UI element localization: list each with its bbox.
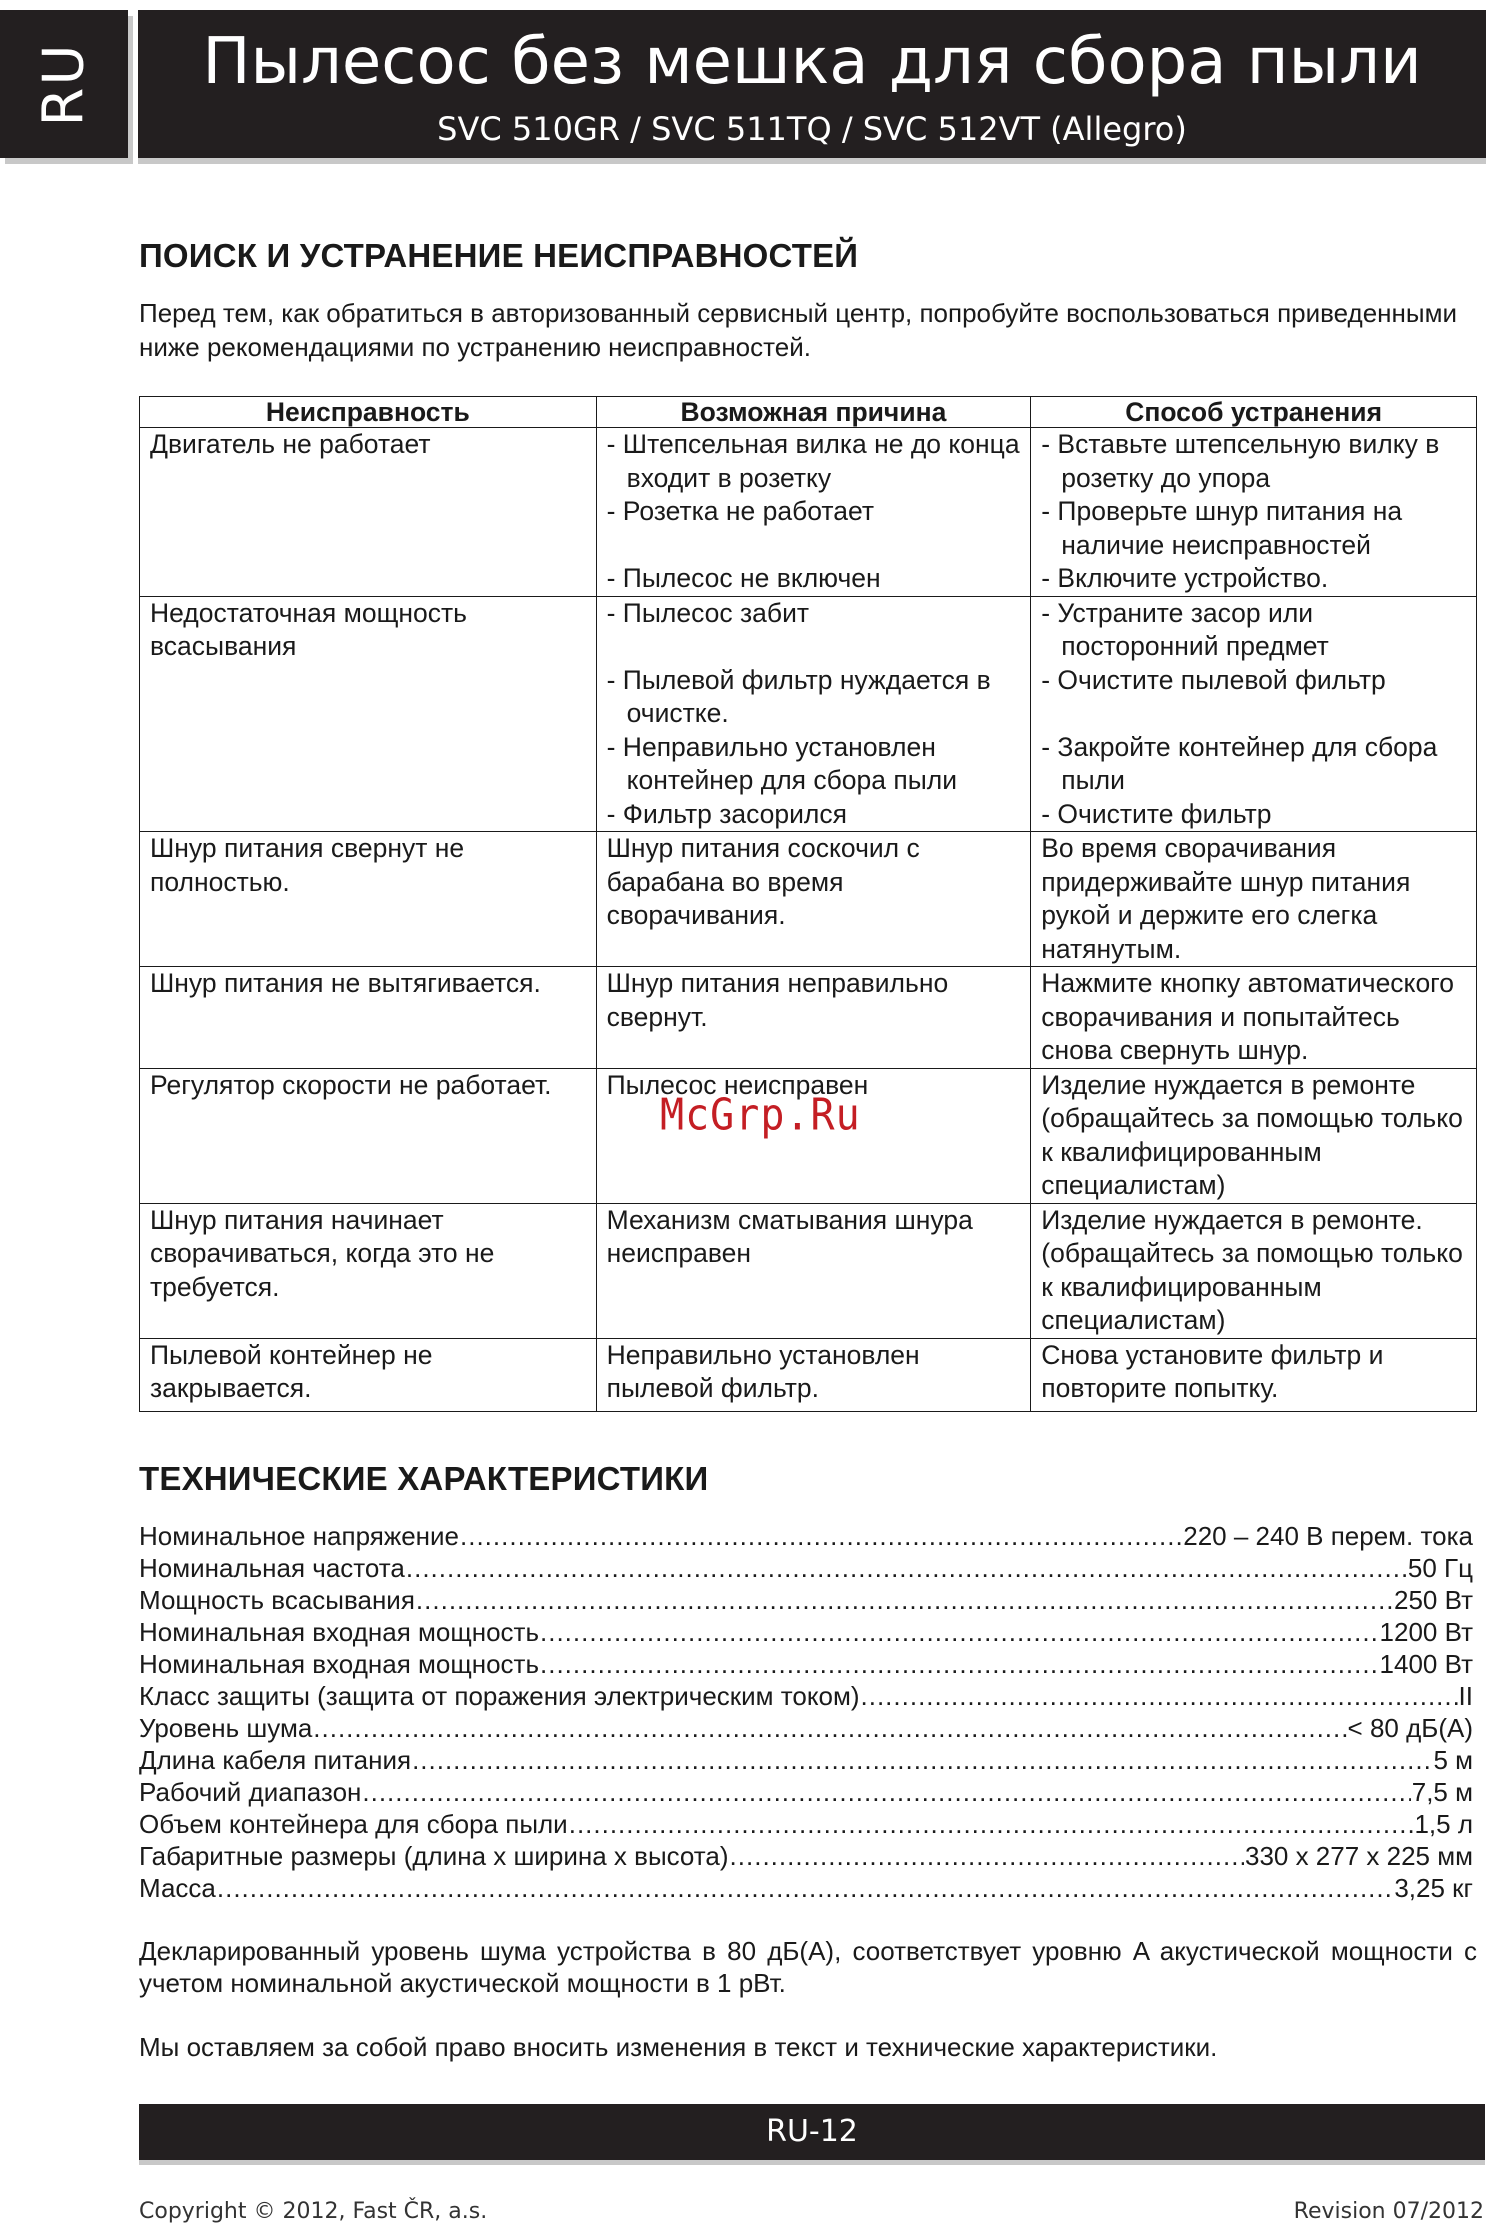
table-row	[140, 1338, 1477, 1411]
spec-value: 1200 Вт	[1379, 1617, 1473, 1647]
cause-line: - Неправильно установлен контейнер для сбора пыли	[606, 731, 958, 795]
remedy-cell: Во время сворачивания придерживайте шнур питания рукой и держите его слегка натянутым.	[1031, 832, 1477, 967]
spacer	[607, 529, 1021, 563]
revision-text: Revision 07/2012	[1293, 2199, 1484, 2224]
language-tab	[0, 10, 128, 158]
spec-row	[139, 1776, 1473, 1808]
dot-leader	[406, 1552, 1407, 1584]
copyright-text: Copyright © 2012, Fast ČR, a.s.	[139, 2199, 488, 2224]
spec-label: Номинальная входная мощность	[139, 1617, 539, 1647]
remedy-cell: Нажмите кнопку автоматического сворачивания и попытайтесь снова свернуть шнур.	[1031, 967, 1477, 1069]
problem-cell: Шнур питания не вытягивается.	[140, 967, 597, 1069]
dot-leader	[460, 1520, 1182, 1552]
cause-cell: Шнур питания неправильно свернут.	[596, 967, 1031, 1069]
rights-note: Мы оставляем за собой право вносить изменения в текст и технические характеристики.	[139, 2032, 1218, 2062]
spec-value: 250 Вт	[1394, 1585, 1473, 1615]
cause-line: - Пылевой фильтр нуждается в очистке.	[606, 664, 991, 728]
page-title: Пылесос без мешка для сбора пыли	[202, 25, 1422, 99]
problem-cell: Двигатель не работает	[140, 428, 597, 597]
model-subtitle: SVC 510GR / SVC 511TQ / SVC 512VT (Allegro)	[437, 110, 1187, 148]
spec-label: Масса	[139, 1873, 216, 1903]
spec-value: II	[1458, 1681, 1473, 1711]
remedy-cell: Снова установите фильтр и повторите попытку.	[1031, 1338, 1477, 1411]
spec-value: 220 – 240 В перем. тока	[1183, 1521, 1473, 1551]
cause-cell: Неправильно установлен пылевой фильтр.	[596, 1338, 1031, 1411]
spec-row	[139, 1584, 1473, 1616]
spec-row	[139, 1744, 1473, 1776]
spec-row	[139, 1872, 1473, 1904]
table-row	[140, 596, 1477, 832]
header-bar	[138, 10, 1486, 158]
table-header-row	[140, 397, 1477, 428]
spec-value: 1400 Вт	[1379, 1649, 1473, 1679]
cause-line: - Розетка не работает	[606, 496, 875, 526]
cause-line: - Штепсельная вилка не до конца входит в розетку	[606, 429, 1020, 493]
spec-row	[139, 1520, 1473, 1552]
spec-row	[139, 1648, 1473, 1680]
remedy-line: - Закройте контейнер для сбора пыли	[1041, 731, 1438, 795]
specs-list	[139, 1520, 1473, 1904]
page-number: RU-12	[766, 2114, 858, 2149]
problem-cell: Недостаточная мощность всасывания	[140, 596, 597, 832]
problem-cell: Пылевой контейнер не закрывается.	[140, 1338, 597, 1411]
spec-label: Рабочий диапазон	[139, 1777, 362, 1807]
column-header-problem: Неисправность	[140, 397, 597, 428]
table-row	[140, 1203, 1477, 1338]
spec-label: Уровень шума	[139, 1713, 313, 1743]
spec-label: Номинальная частота	[139, 1553, 405, 1583]
cause-cell: Шнур питания соскочил с барабана во время сворачивания.	[596, 832, 1031, 967]
remedy-line: - Очистите пылевой фильтр	[1041, 664, 1386, 695]
spec-label: Номинальная входная мощность	[139, 1649, 539, 1679]
spec-value: < 80 дБ(A)	[1347, 1713, 1473, 1743]
column-header-cause: Возможная причина	[596, 397, 1031, 428]
remedy-cell: Изделие нуждается в ремонте. (обращайтесь за помощью только к квалифицированным специалистам)	[1031, 1203, 1477, 1338]
remedy-line: - Устраните засор или посторонний предмет	[1041, 597, 1329, 661]
spec-row	[139, 1680, 1473, 1712]
spec-value: 5 м	[1433, 1745, 1473, 1775]
dot-leader	[540, 1648, 1379, 1680]
dot-leader	[412, 1744, 1432, 1776]
dot-leader	[362, 1776, 1410, 1808]
troubleshooting-table	[139, 396, 1477, 1412]
problem-cell: Регулятор скорости не работает.	[140, 1068, 597, 1203]
spacer	[607, 630, 1021, 664]
spec-value: 7,5 м	[1411, 1777, 1473, 1807]
spec-row	[139, 1808, 1473, 1840]
spec-row	[139, 1552, 1473, 1584]
table-row	[140, 428, 1477, 597]
footer-bar	[139, 2104, 1485, 2160]
cause-cell: Механизм сматывания шнура неисправен	[596, 1203, 1031, 1338]
remedy-cell: Изделие нуждается в ремонте (обращайтесь за помощью только к квалифицированным специалистам)	[1031, 1068, 1477, 1203]
cause-cell: Пылесос неисправен	[596, 1068, 1031, 1203]
spec-value: 330 x 277 x 225 мм	[1244, 1841, 1473, 1871]
spacer	[1041, 697, 1466, 731]
dot-leader	[217, 1872, 1393, 1904]
spec-label: Класс защиты (защита от поражения электрическим током)	[139, 1681, 860, 1711]
troubleshooting-heading: ПОИСК И УСТРАНЕНИЕ НЕИСПРАВНОСТЕЙ	[139, 237, 859, 274]
column-header-remedy: Способ устранения	[1031, 397, 1477, 428]
remedy-line: - Вставьте штепсельную вилку в розетку до упора	[1041, 429, 1440, 493]
remedy-line: - Очистите фильтр	[1041, 798, 1272, 829]
table-row	[140, 832, 1477, 967]
problem-cell: Шнур питания начинает сворачиваться, когда это не требуется.	[140, 1203, 597, 1338]
remedy-line: - Включите устройство.	[1041, 563, 1329, 593]
spec-label: Габаритные размеры (длина x ширина x высота)	[139, 1841, 729, 1871]
specs-heading: ТЕХНИЧЕСКИЕ ХАРАКТЕРИСТИКИ	[139, 1460, 709, 1497]
spec-label: Длина кабеля питания	[139, 1745, 412, 1775]
troubleshooting-intro: Перед тем, как обратиться в авторизованный сервисный центр, попробуйте воспользоваться приведенными ниже рекомендациями по устранению неисправностей.	[139, 298, 1457, 362]
remedy-cell	[1031, 596, 1477, 832]
spec-label: Мощность всасывания	[139, 1585, 415, 1615]
dot-leader	[569, 1808, 1414, 1840]
table-row	[140, 967, 1477, 1069]
spec-label: Номинальное напряжение	[139, 1521, 460, 1551]
spec-row	[139, 1616, 1473, 1648]
cause-cell	[596, 596, 1031, 832]
spec-row	[139, 1840, 1473, 1872]
dot-leader	[416, 1584, 1393, 1616]
noise-note: Декларированный уровень шума устройства в 80 дБ(A), соответствует уровню A акустической мощности с учетом номинальной акустической мощности в 1 pВт.	[139, 1936, 1477, 1998]
spec-row	[139, 1712, 1473, 1744]
dot-leader	[540, 1616, 1379, 1648]
spec-value: 3,25 кг	[1394, 1873, 1473, 1903]
cause-line: - Пылесос не включен	[606, 563, 881, 593]
dot-leader	[313, 1712, 1346, 1744]
dot-leader	[730, 1840, 1244, 1872]
spec-value: 50 Гц	[1407, 1553, 1473, 1583]
language-label: RU	[31, 42, 97, 126]
cause-line: - Пылесос забит	[606, 597, 810, 628]
cause-line: - Фильтр засорился	[606, 798, 847, 829]
spec-label: Объем контейнера для сбора пыли	[139, 1809, 568, 1839]
remedy-cell	[1031, 428, 1477, 597]
dot-leader	[861, 1680, 1458, 1712]
spec-value: 1,5 л	[1414, 1809, 1473, 1839]
cause-cell	[596, 428, 1031, 597]
problem-cell: Шнур питания свернут не полностью.	[140, 832, 597, 967]
watermark-logo: McGrp.Ru	[660, 1089, 861, 1141]
remedy-line: - Проверьте шнур питания на наличие неисправностей	[1041, 496, 1403, 560]
